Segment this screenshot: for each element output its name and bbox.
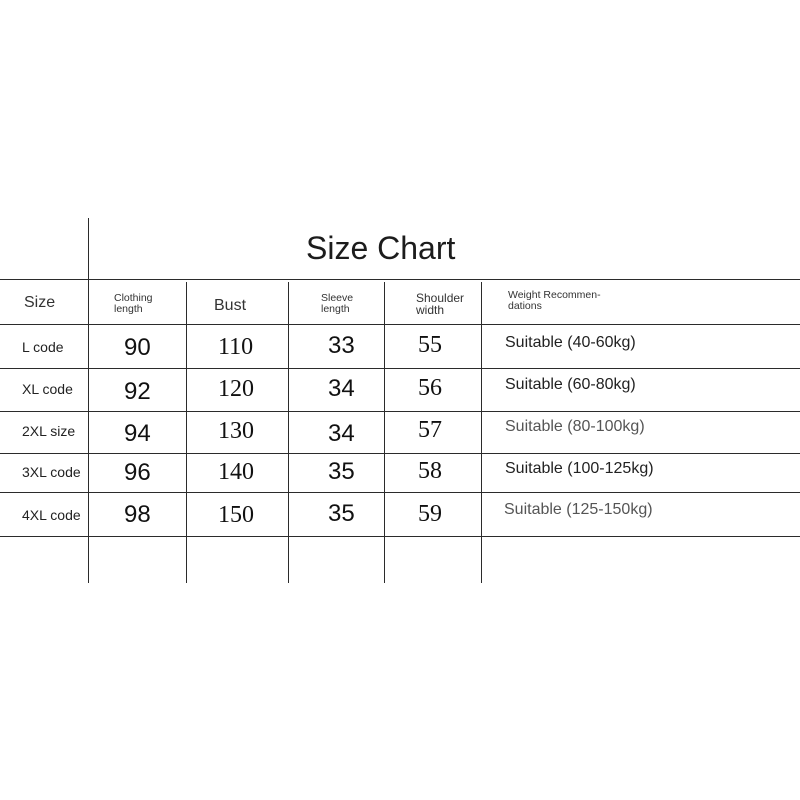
sleeve-length-cell: 34 bbox=[328, 375, 355, 402]
header-shoulder-width: Shoulder width bbox=[416, 291, 465, 317]
size-cell: 3XL code bbox=[22, 464, 81, 480]
header-bust: Bust bbox=[214, 297, 247, 314]
grid-line bbox=[0, 536, 800, 537]
shoulder-width-cell: 55 bbox=[418, 332, 442, 358]
weight-cell: Suitable (40-60kg) bbox=[505, 334, 636, 351]
header-weight-recommendations: Weight Recommen- dations bbox=[508, 289, 601, 312]
shoulder-width-cell: 58 bbox=[418, 458, 442, 484]
bust-cell: 130 bbox=[218, 418, 254, 444]
grid-line bbox=[384, 282, 385, 583]
size-cell: 4XL code bbox=[22, 507, 81, 523]
header-sleeve-length: Sleeve length bbox=[321, 292, 354, 315]
grid-line bbox=[0, 324, 800, 325]
size-cell: L code bbox=[22, 339, 64, 355]
weight-cell: Suitable (125-150kg) bbox=[504, 501, 653, 518]
weight-cell: Suitable (80-100kg) bbox=[505, 418, 645, 435]
weight-cell: Suitable (60-80kg) bbox=[505, 376, 636, 393]
weight-cell: Suitable (100-125kg) bbox=[505, 460, 654, 477]
sleeve-length-cell: 35 bbox=[328, 458, 355, 485]
grid-line bbox=[0, 492, 800, 493]
header-size: Size bbox=[24, 294, 56, 311]
grid-line bbox=[0, 279, 800, 280]
grid-line bbox=[288, 282, 289, 583]
grid-line bbox=[0, 368, 800, 369]
page-title: Size Chart bbox=[306, 230, 456, 266]
sleeve-length-cell: 35 bbox=[328, 500, 355, 527]
bust-cell: 140 bbox=[218, 459, 254, 485]
clothing-length-cell: 98 bbox=[124, 501, 151, 528]
shoulder-width-cell: 59 bbox=[418, 501, 442, 527]
size-cell: XL code bbox=[22, 381, 73, 397]
bust-cell: 150 bbox=[218, 502, 254, 528]
shoulder-width-cell: 57 bbox=[418, 417, 442, 443]
sleeve-length-cell: 34 bbox=[328, 420, 355, 447]
grid-line bbox=[186, 282, 187, 583]
bust-cell: 120 bbox=[218, 376, 254, 402]
clothing-length-cell: 90 bbox=[124, 334, 151, 361]
clothing-length-cell: 94 bbox=[124, 420, 151, 447]
clothing-length-cell: 92 bbox=[124, 378, 151, 405]
clothing-length-cell: 96 bbox=[124, 459, 151, 486]
header-clothing-length: Clothing length bbox=[114, 292, 153, 315]
bust-cell: 110 bbox=[218, 334, 254, 360]
shoulder-width-cell: 56 bbox=[418, 375, 442, 401]
sleeve-length-cell: 33 bbox=[328, 332, 355, 359]
grid-line bbox=[0, 453, 800, 454]
grid-line bbox=[0, 411, 800, 412]
size-cell: 2XL size bbox=[22, 423, 76, 439]
grid-line bbox=[481, 282, 482, 583]
grid-line bbox=[88, 218, 89, 583]
